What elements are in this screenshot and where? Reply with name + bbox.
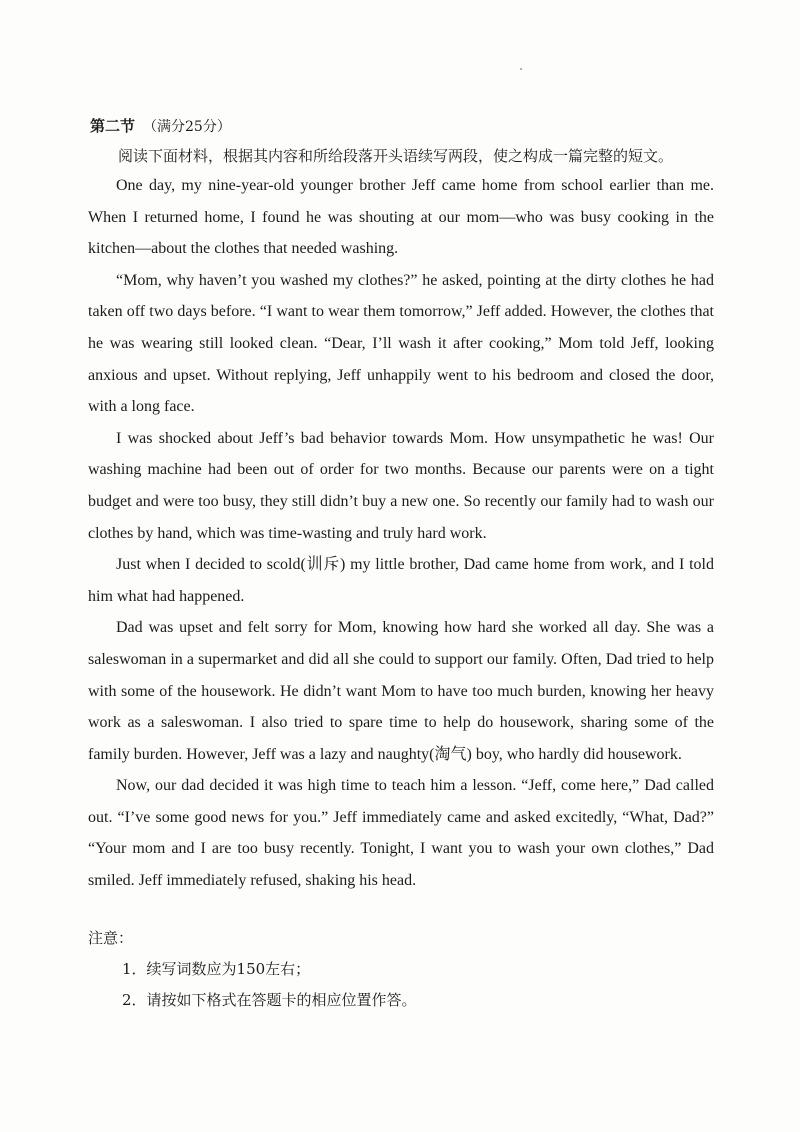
story-paragraph: One day, my nine-year-old younger brother Jeff came home from school earlier than me. When I returned home, I found he was shouting at our mom—who was busy cooking in the kitchen—about the clothes that needed washing. [88,177,714,258]
story-passage [88,170,714,897]
note-item: 2．请按如下格式在答题卡的相应位置作答。 [122,991,417,1009]
story-paragraph: “Mom, why haven’t you washed my clothes?” he asked, pointing at the dirty clothes he had taken off two days before. “I want to wear them tomorrow,” Jeff added. However, the clothes that he was wearing still looked clean. “Dear, I’ll wash it after cooking,” Mom told Jeff, looking anxious and upset. Without replying, Jeff unhappily went to his bedroom and closed the door, with a long face. [88,271,714,416]
task-instruction: 阅读下面材料，根据其内容和所给段落开头语续写两段，使之构成一篇完整的短文。 [118,147,674,165]
note-item: 1．续写词数应为150左右； [122,960,311,978]
scan-speck [520,68,522,70]
section-score: （满分25分） [143,119,231,135]
notes-label: 注意： [88,929,134,947]
story-paragraph: Dad was upset and felt sorry for Mom, knowing how hard she worked all day. She was a saleswoman in a supermarket and did all she could to support our family. Often, Dad tried to help with some of the housework. He didn’t want Mom to have too much burden, knowing her heavy work as a saleswoman. I also tried to spare time to help do housework, sharing some of the family burden. However, Jeff was a lazy and naughty(淘气) boy, who hardly did housework. [88,619,714,763]
story-paragraph: I was shocked about Jeff’s bad behavior towards Mom. How unsympathetic he was! Our washing machine had been out of order for two months. Because our parents were on a tight budget and were too busy, they still didn’t buy a new one. So recently our family had to wash our clothes by hand, which was time-wasting and truly hard work. [88,429,714,542]
story-paragraph: Now, our dad decided it was high time to teach him a lesson. “Jeff, come here,” Dad called out. “I’ve some good news for you.” Jeff immediately came and asked excitedly, “What, Dad?” “Your mom and I are too busy recently. Tonight, I want you to wash your own clothes,” Dad smiled. Jeff immediately refused, shaking his head. [88,777,714,890]
story-paragraph: Just when I decided to scold(训斥) my little brother, Dad came home from work, and I told him what had happened. [88,556,714,605]
section-title: 第二节 [90,117,136,135]
section-heading [90,116,231,137]
notes-section [88,928,417,1010]
